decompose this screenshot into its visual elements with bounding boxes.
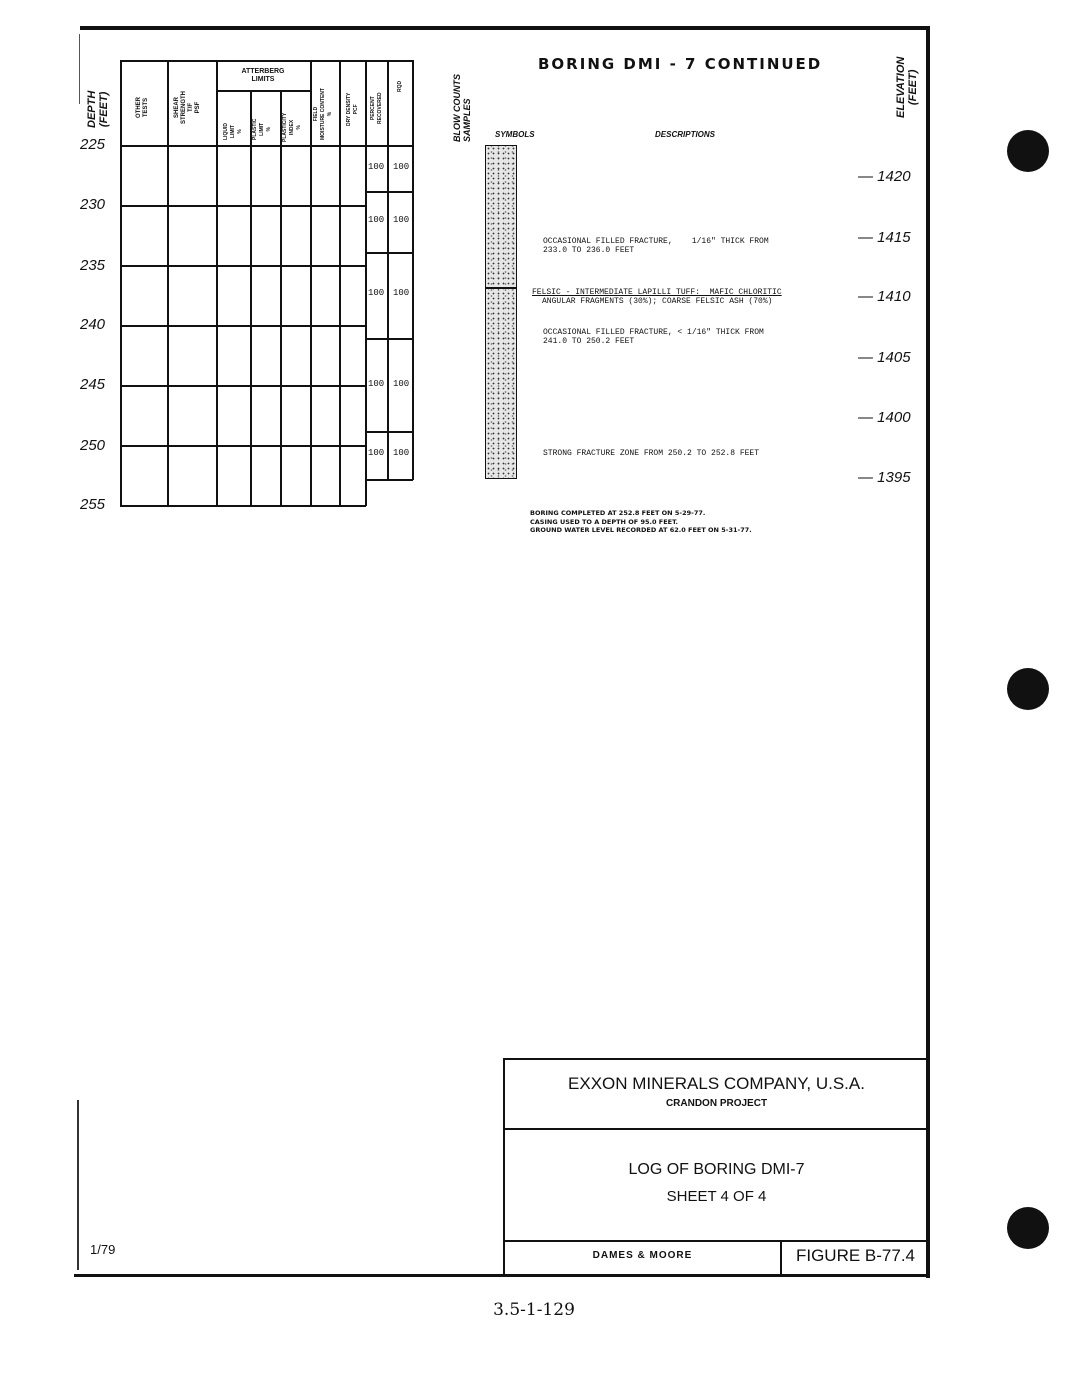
descriptions-header: DESCRIPTIONS xyxy=(655,130,716,139)
depth-tick: 250 xyxy=(80,437,106,454)
elevation-tick: — 1415 xyxy=(858,229,911,246)
frame-left-border-top xyxy=(79,34,80,104)
rqd-value: 100 xyxy=(393,379,410,389)
title-block xyxy=(503,1058,928,1276)
punch-hole xyxy=(1007,130,1049,172)
depth-tick: 255 xyxy=(80,496,106,513)
punch-hole xyxy=(1007,668,1049,710)
percent-recovered-value: 100 xyxy=(368,215,385,225)
description-filled-fracture-1: OCCASIONAL FILLED FRACTURE, 1/16" THICK FROM 233.0 TO 236.0 FEET xyxy=(543,237,769,255)
rqd-value: 100 xyxy=(393,448,410,458)
blow-counts-samples-label: BLOW COUNTS SAMPLES xyxy=(452,74,472,142)
figure-number: FIGURE B-77.4 xyxy=(795,1246,916,1265)
frame-top-border xyxy=(80,26,930,30)
lithology-boundary xyxy=(485,287,517,289)
date-code: 1/79 xyxy=(90,1242,116,1257)
elevation-tick: — 1420 xyxy=(858,168,911,185)
column-header-shear-strength: SHEAR STRENGTH T/F PSF xyxy=(174,91,201,124)
log-title: LOG OF BORING DMI-7 xyxy=(628,1161,805,1178)
rock-symbol-column xyxy=(485,145,517,479)
column-header-other-tests: OTHER TESTS xyxy=(136,97,149,118)
elevation-axis-label: ELEVATION (FEET) xyxy=(895,56,919,118)
percent-recovered-value: 100 xyxy=(368,448,385,458)
elevation-tick: — 1410 xyxy=(858,288,911,305)
frame-left-border xyxy=(77,1100,79,1270)
depth-tick: 225 xyxy=(80,136,106,153)
depth-axis-label: DEPTH (FEET) xyxy=(86,90,110,128)
column-header-dry-density: DRY DENSITY PCF xyxy=(346,92,359,126)
page-number: 3.5-1-129 xyxy=(493,1300,575,1320)
elevation-tick: — 1400 xyxy=(858,409,911,426)
percent-recovered-value: 100 xyxy=(368,379,385,389)
depth-tick: 240 xyxy=(80,316,106,333)
column-header-plastic-limit: PLASTIC LIMIT % xyxy=(252,118,272,140)
depth-tick: 245 xyxy=(80,376,106,393)
percent-recovered-value: 100 xyxy=(368,288,385,298)
depth-tick: 230 xyxy=(80,196,106,213)
description-lapilli-tuff: FELSIC - INTERMEDIATE LAPILLI TUFF: MAFIC CHLORITIC ANGULAR FRAGMENTS (30%); COARSE FELSIC ASH (70%) xyxy=(532,288,782,306)
project-name: CRANDON PROJECT xyxy=(665,1098,768,1109)
column-header-percent-recovered: PERCENT RECOVERED xyxy=(370,92,383,124)
boring-title: BORING DMI - 7 CONTINUED xyxy=(538,55,823,73)
depth-tick: 235 xyxy=(80,257,106,274)
elevation-tick: — 1405 xyxy=(858,349,911,366)
percent-recovered-value: 100 xyxy=(368,162,385,172)
column-header-atterberg-limits: ATTERBERG LIMITS xyxy=(241,68,285,83)
punch-hole xyxy=(1007,1207,1049,1249)
firm-name: DAMES & MOORE xyxy=(592,1250,693,1261)
column-header-rqd: RQD xyxy=(397,80,403,92)
company-name: EXXON MINERALS COMPANY, U.S.A. xyxy=(568,1074,865,1093)
symbols-header: SYMBOLS xyxy=(495,130,535,139)
description-fracture-zone: STRONG FRACTURE ZONE FROM 250.2 TO 252.8 FEET xyxy=(543,449,760,458)
sheet-number: SHEET 4 OF 4 xyxy=(666,1188,767,1205)
boring-notes: BORING COMPLETED AT 252.8 FEET ON 5-29-77. CASING USED TO A DEPTH OF 95.0 FEET. GROUND WATER LEVEL RECORDED AT 62.0 FEET ON 5-31-77. xyxy=(530,509,752,534)
column-header-plasticity-index: PLASTICITY INDEX % xyxy=(282,112,302,142)
elevation-tick: — 1395 xyxy=(858,469,911,486)
description-filled-fracture-2: OCCASIONAL FILLED FRACTURE, < 1/16" THICK FROM 241.0 TO 250.2 FEET xyxy=(543,328,764,346)
column-header-field-moisture: FIELD MOISTURE CONTENT % xyxy=(313,88,333,140)
rqd-value: 100 xyxy=(393,162,410,172)
rqd-value: 100 xyxy=(393,288,410,298)
column-header-liquid-limit: LIQUID LIMIT % xyxy=(223,123,243,140)
rqd-value: 100 xyxy=(393,215,410,225)
